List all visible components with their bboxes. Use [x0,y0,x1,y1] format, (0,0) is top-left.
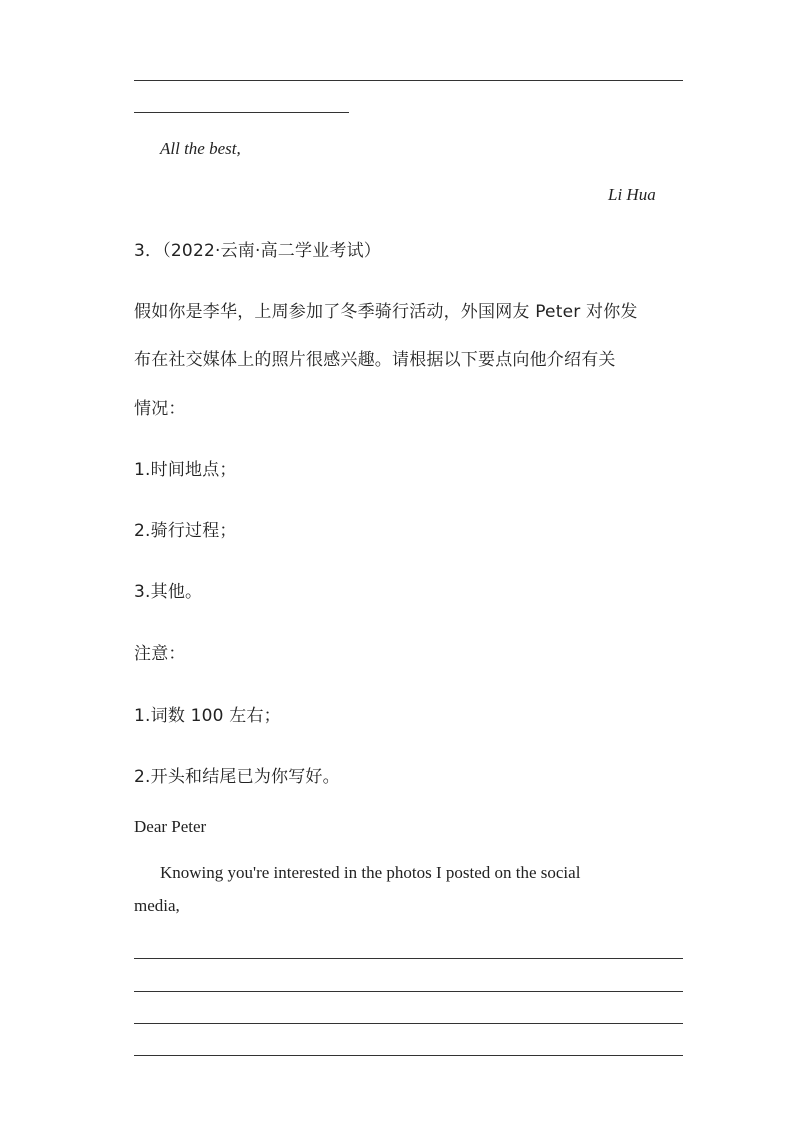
writing-line [134,1023,683,1024]
letter-closing: All the best, [160,139,241,158]
letter-opening-line: media, [134,896,180,915]
point-item: 2.骑行过程； [134,521,237,541]
notes-heading: 注意： [134,644,186,664]
question-source: （2022·云南·高二学业考试） [162,241,381,261]
writing-line [134,1055,683,1056]
answer-line-short [134,112,349,113]
note-item: 2.开头和结尾已为你写好。 [134,767,340,787]
letter-opening-line: Knowing you're interested in the photos I posted on the social [160,863,581,882]
note-item: 1.词数 100 左右； [134,706,281,726]
writing-line [134,958,683,959]
prompt-line: 布在社交媒体上的照片很感兴趣。请根据以下要点向他介绍有关 [134,350,616,370]
writing-line [134,991,683,992]
point-item: 3.其他。 [134,582,203,602]
point-item: 1.时间地点； [134,460,237,480]
question-header [134,236,381,261]
letter-signature: Li Hua [608,185,656,204]
letter-salutation: Dear Peter [134,817,207,836]
prompt-line: 假如你是李华，上周参加了冬季骑行活动，外国网友 Peter 对你发 [134,302,638,322]
question-number: 3． [134,241,163,261]
prompt-line: 情况： [134,399,186,419]
answer-line [134,80,683,81]
